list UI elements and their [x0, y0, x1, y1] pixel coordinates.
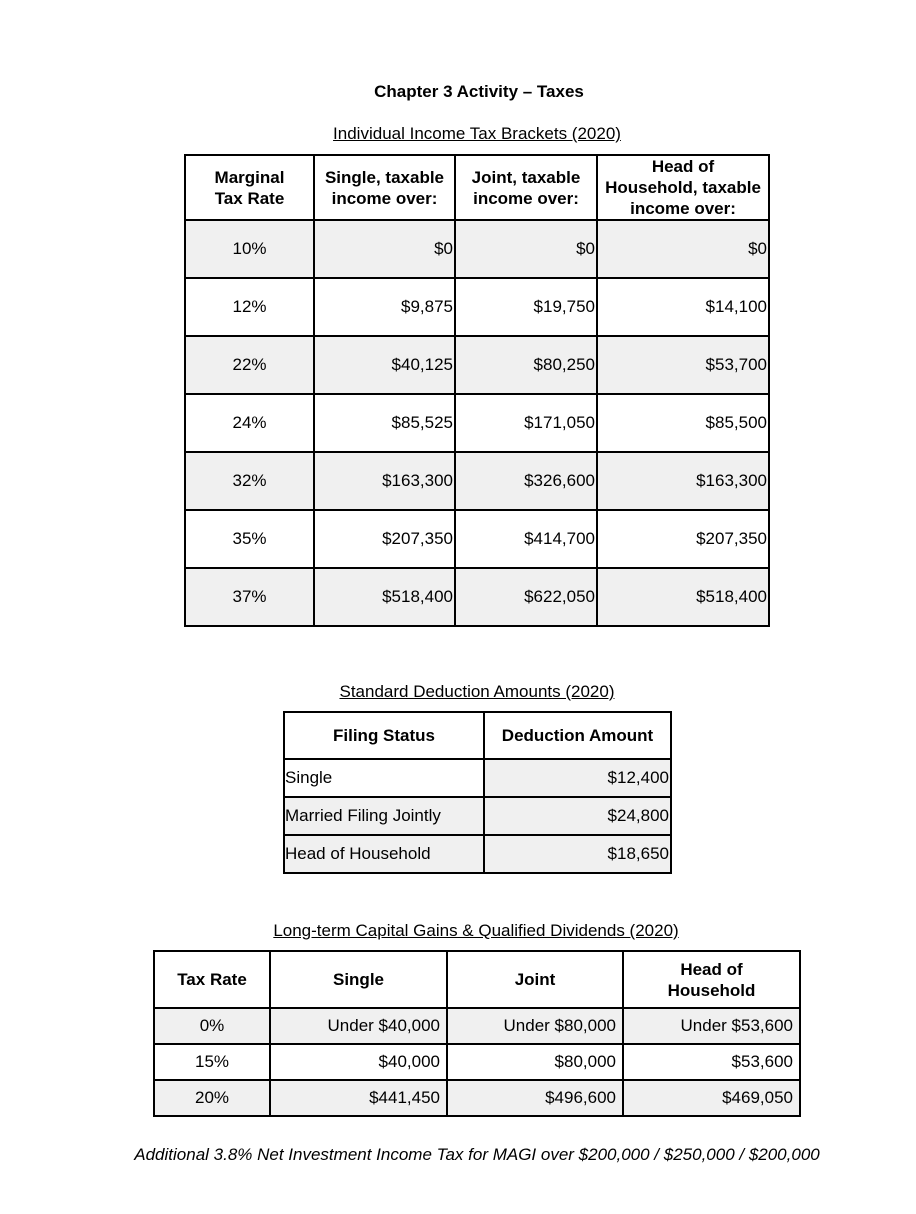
hoh-cell: $14,100 [597, 278, 769, 336]
rate-cell: 0% [154, 1008, 270, 1044]
table-row [154, 1080, 800, 1116]
hoh-cell: $163,300 [597, 452, 769, 510]
table-row [284, 759, 671, 797]
deduction-amount-cell: $18,650 [484, 835, 671, 873]
table-row [154, 1044, 800, 1080]
header-single: Single [270, 951, 447, 1008]
single-cell: Under $40,000 [270, 1008, 447, 1044]
table-row [185, 336, 769, 394]
table-row [185, 452, 769, 510]
header-deduction-amount: Deduction Amount [484, 712, 671, 759]
joint-cell: $80,250 [455, 336, 597, 394]
single-cell: $441,450 [270, 1080, 447, 1116]
header-joint: Joint, taxable income over: [455, 155, 597, 220]
joint-cell: $80,000 [447, 1044, 623, 1080]
deduction-amount-cell: $12,400 [484, 759, 671, 797]
header-single: Single, taxable income over: [314, 155, 455, 220]
rate-cell: 20% [154, 1080, 270, 1116]
joint-cell: $496,600 [447, 1080, 623, 1116]
joint-cell: $326,600 [455, 452, 597, 510]
table-row [185, 220, 769, 278]
header-filing-status: Filing Status [284, 712, 484, 759]
filing-status-cell: Single [284, 759, 484, 797]
deductions-caption: Standard Deduction Amounts (2020) [339, 682, 615, 701]
single-cell: $207,350 [314, 510, 455, 568]
table-row [185, 278, 769, 336]
rate-cell: 35% [185, 510, 314, 568]
page-title: Chapter 3 Activity – Taxes [374, 82, 584, 101]
filing-status-cell: Married Filing Jointly [284, 797, 484, 835]
table-row [185, 394, 769, 452]
single-cell: $40,125 [314, 336, 455, 394]
header-head-of-household: Head of Household [623, 951, 800, 1008]
joint-cell: $171,050 [455, 394, 597, 452]
single-cell: $518,400 [314, 568, 455, 626]
rate-cell: 32% [185, 452, 314, 510]
niit-footnote: Additional 3.8% Net Investment Income Tax for MAGI over $200,000 / $250,000 / $200,000 [134, 1145, 820, 1164]
joint-cell: $0 [455, 220, 597, 278]
single-cell: $9,875 [314, 278, 455, 336]
brackets-caption: Individual Income Tax Brackets (2020) [333, 124, 621, 143]
joint-cell: $622,050 [455, 568, 597, 626]
capital-gains-table [153, 950, 801, 1117]
hoh-cell: $469,050 [623, 1080, 800, 1116]
table-row [154, 1008, 800, 1044]
header-head-of-household: Head of Household, taxable income over: [597, 155, 769, 220]
rate-cell: 12% [185, 278, 314, 336]
single-cell: $85,525 [314, 394, 455, 452]
table-row [284, 835, 671, 873]
rate-cell: 15% [154, 1044, 270, 1080]
joint-cell: $19,750 [455, 278, 597, 336]
single-cell: $163,300 [314, 452, 455, 510]
hoh-cell: $518,400 [597, 568, 769, 626]
table-header-row [284, 712, 671, 759]
header-tax-rate: Tax Rate [154, 951, 270, 1008]
filing-status-cell: Head of Household [284, 835, 484, 873]
hoh-cell: $53,600 [623, 1044, 800, 1080]
hoh-cell: $207,350 [597, 510, 769, 568]
table-header-row [185, 155, 769, 220]
tax-brackets-table [184, 154, 770, 627]
hoh-cell: Under $53,600 [623, 1008, 800, 1044]
table-header-row [154, 951, 800, 1008]
joint-cell: $414,700 [455, 510, 597, 568]
header-marginal-rate: Marginal Tax Rate [185, 155, 314, 220]
rate-cell: 24% [185, 394, 314, 452]
header-joint: Joint [447, 951, 623, 1008]
table-row [185, 510, 769, 568]
capital-gains-caption: Long-term Capital Gains & Qualified Dividends (2020) [273, 921, 679, 940]
hoh-cell: $85,500 [597, 394, 769, 452]
standard-deduction-table [283, 711, 672, 874]
joint-cell: Under $80,000 [447, 1008, 623, 1044]
single-cell: $40,000 [270, 1044, 447, 1080]
deduction-amount-cell: $24,800 [484, 797, 671, 835]
hoh-cell: $0 [597, 220, 769, 278]
rate-cell: 10% [185, 220, 314, 278]
rate-cell: 22% [185, 336, 314, 394]
table-row [185, 568, 769, 626]
rate-cell: 37% [185, 568, 314, 626]
table-row [284, 797, 671, 835]
single-cell: $0 [314, 220, 455, 278]
hoh-cell: $53,700 [597, 336, 769, 394]
